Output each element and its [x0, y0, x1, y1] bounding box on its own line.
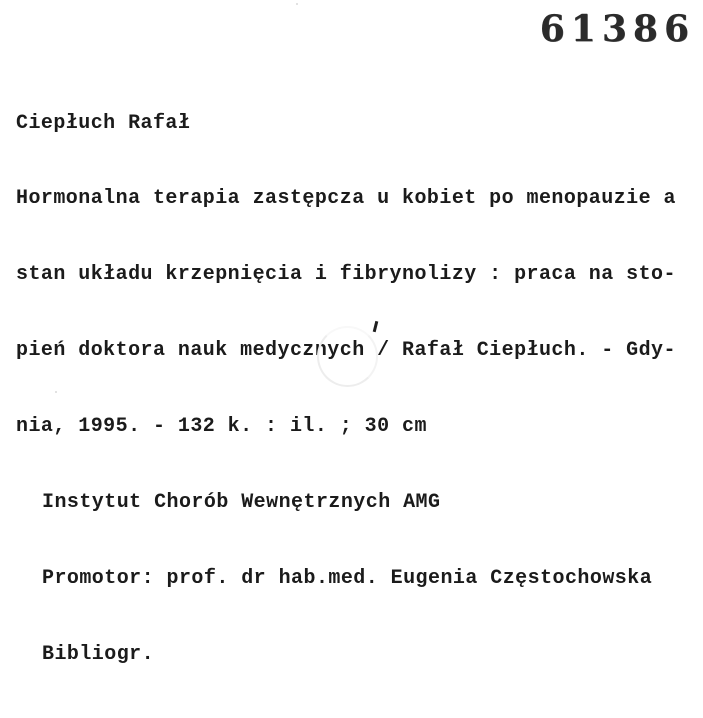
catalog-line-institute: Instytut Chorób Wewnętrznych AMG — [42, 491, 441, 515]
accession-number-stamp: 61386 — [539, 8, 695, 50]
catalog-line-title-1: Hormonalna terapia zastępcza u kobiet po menopauzie a — [16, 187, 676, 211]
scan-noise-speck — [296, 3, 298, 5]
catalog-record-text — [16, 60, 676, 718]
catalog-line-title-3: pień doktora nauk medycznych / Rafał Ciepłuch. - Gdy- — [16, 339, 676, 363]
catalog-line-bibliogr: Bibliogr. — [42, 642, 155, 666]
catalog-line-title-2: stan układu krzepnięcia i fibrynolizy : praca na sto- — [16, 263, 676, 287]
scan-noise-speck — [55, 391, 57, 393]
stamp-ghost-circle — [317, 326, 378, 387]
catalog-line-promotor: Promotor: prof. dr hab.med. Eugenia Częstochowska — [42, 566, 653, 590]
catalog-line-imprint: nia, 1995. - 132 k. : il. ; 30 cm — [16, 415, 427, 439]
catalog-line-author: Ciepłuch Rafał — [16, 111, 191, 135]
